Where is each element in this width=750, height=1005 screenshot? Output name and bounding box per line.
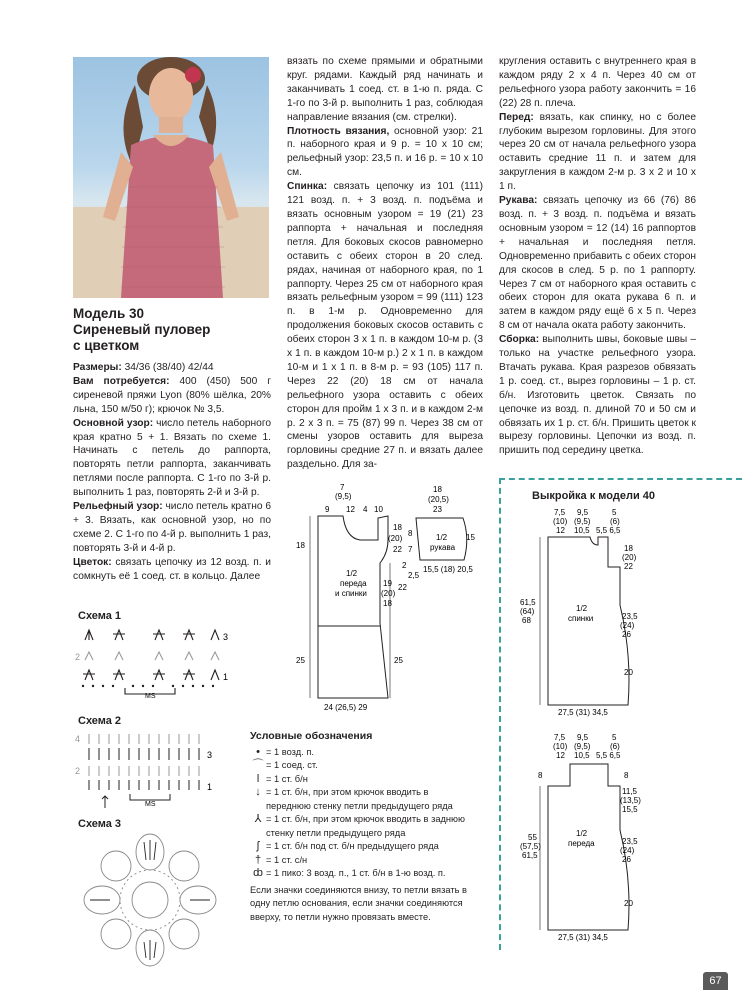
scheme1-row-2: 2 [75,652,81,662]
scheme2-row-3: 3 [207,750,213,760]
model-photo [73,57,269,298]
scheme1-row-1: 1 [223,672,229,682]
p30-sl-7: 7 [408,545,413,554]
title-line-1: Модель 30 [73,306,145,321]
legend-item: ǀ = 1 ст. б/н [250,773,472,787]
legend-item: ⌒ = 1 соед. ст. [250,759,472,773]
pattern-40-front [520,730,730,945]
scheme-3-label: Схема 3 [78,818,122,830]
paragraph: Плотность вязания, основной узор: 21 п. наборного края и 9 р. = 10 x 10 см; рельефный узор: 23,5 п. и 16 р. = 10 x 10 см. [287,125,483,179]
p30-sl-top2: (20,5) [428,495,449,504]
scheme2-row-4: 4 [75,734,81,744]
p40b-ls-3: 68 [522,616,531,625]
p30-top2: (9,5) [335,492,352,501]
p40f-right8: 8 [624,771,629,780]
slip-stitch-icon: ⌒ [252,759,264,771]
paragraph: вязать по схеме прямыми и обратными круг. рядами. Каждый ряд начинать и заканчивать 1 соед. ст. в 1-ю п. ряда. С 1-го по 3-й р. выполнить 1 раз, соблюдая направление вязания (см. стрелки). [287,56,483,123]
p30-label2: переда [340,579,367,588]
p40f-label: 1/2 [576,829,588,838]
page-number: 67 [703,972,728,990]
p30-sl-label2: рукава [430,543,456,552]
pattern-40-back [520,505,730,720]
chain-stitch-icon: • [256,745,260,758]
paragraph: Перед: вязать, как спинку, но с более глубоким вырезом горловины. Для этого через 20 см от начала рельефного узора оставить средние 11 п. и затем для закругления в каждом 2-м р. 3 x 2 и 10 x 1 п. [499,111,696,193]
left-column [73,361,271,584]
legend-item: ↓ = 1 ст. б/н, при этом крючок вводить в переднюю стенку петли предыдущего ряда [250,786,472,813]
p40f-tr-2: (6) [610,742,620,751]
p40f-tl-2: (10) [553,742,568,751]
title-line-2: Сиреневый пуловер [73,322,211,337]
p40b-rb: 20 [624,668,633,677]
p30-sl-22: 22 [398,583,407,592]
paragraph: Рукава: связать цепочку из 66 (76) 86 возд. п. + 3 возд. п. подъёма и вязать основным узором = 12 (14) 16 раппортов + начальная и последняя петля. Одновременно прибавить с обеих сторон для скосов в след. 5 р. по 1 раппорту. Через 7 см от наборного края оставить с обеих сторон для оката рукава 6 п. и затем в каждом ряду ещё 6 x 5 п. Через 8 см от начала оката работу закончить. [499,195,697,332]
p40f-label2: переда [568,839,595,848]
legend-item: † = 1 ст. с/н [250,854,472,868]
p40f-ls-3: 61,5 [522,851,538,860]
sc-under-sc-icon: ʃ [256,840,260,852]
right-column [499,55,696,458]
p40b-rm-3: 26 [622,630,631,639]
p30-top: 7 [340,483,345,492]
scheme2-ms: MS [145,801,156,808]
p40f-tm-2: (9,5) [574,742,591,751]
scheme1-ms: MS [145,693,156,700]
p30-sl-8: 8 [408,529,413,538]
p40b-rt-1: 18 [624,544,633,553]
p30-label: 1/2 [346,569,358,578]
p40f-tl-3: 12 [556,751,565,760]
legend [250,730,472,924]
p40f-rb: 20 [624,899,633,908]
p30-sl-bot: 15,5 (18) 20,5 [423,565,473,574]
picot-icon: ȸ [253,867,263,879]
scheme1-row2 [85,652,219,660]
p30-mid-19: 19 [383,579,392,588]
paragraph: Основной узор: число петель наборного края кратно 5 + 1. Вязать по схеме 1. Начинать с петель до раппорта, повторять петли раппорта, заканчивать петлями после раппорта. С 1-го по 3-й р. выполнить 1 раз, повторять 2-й и 3-й р. [73,417,271,499]
p40b-tl-1: 7,5 [554,508,566,517]
back-loop-sc-icon: ⅄ [254,813,262,825]
p40b-label2: спинки [568,614,594,623]
p30-right-18: 18 [393,523,402,532]
p30-label3: и спинки [335,589,367,598]
scheme-1-label: Схема 1 [78,610,122,622]
front-loop-sc-icon: ↓ [255,786,261,798]
p40f-rt-3: 15,5 [622,805,638,814]
p40b-rt-2: (20) [622,553,637,562]
p30-mid-18: 18 [383,599,392,608]
paragraph: Рельефный узор: число петель кратно 6 + 3. Вязать, как основной узор, но по схеме 2. С 1-го по 4-й р. выполнить 1 раз, повторять 3-й и 4-й р. [73,501,271,554]
p40b-bottom: 27,5 (31) 34,5 [558,708,608,717]
p40f-bottom: 27,5 (31) 34,5 [558,933,608,942]
p40b-ls-1: 61,5 [520,598,536,607]
p40b-rm-2: (24) [620,621,635,630]
paragraph: Спинка: связать цепочку из 101 (111) 121 возд. п. + 3 возд. п. подъёма и вязать основным узором = 19 (21) 23 раппорта + начальная и последняя петля. Для боковых скосов равномерно оставить с обеих сторон в 20 след. рядах, начиная от наборного края, по 1 раппорту. Через 25 см от наборного края вязать рельефным узором = 99 (111) 123 п. в 1-м р. Одновременно для продолжения боковых скосов оставить с обеих сторон 3 x 1 п. в каждом 10-м р. (3 x 1 п. в каждом 10-м р.) 2 x 1 п. в каждом 10-м и 1 x 1 п. в 8-м р. = 93 (105) 117 п. Через 22 (20) 18 см от начала рельефного узора оставить с обеих сторон для пройм 1 x 3 п. и в каждом 2-м р. 2 x 3 п. = 75 (87) 99 п. Через 38 см от смены узоров оставить для выреза горловины средние 27 п. и вязать далее раздельно. Для за- [287,181,483,471]
p40b-ls-2: (64) [520,607,535,616]
p30-bottom: 24 (26,5) 29 [324,703,368,712]
paragraph: Размеры: 34/36 (38/40) 42/44 [73,362,214,373]
p40b-tm-1: 9,5 [577,508,589,517]
title-line-3: с цветком [73,338,140,353]
p40f-tr-3: 5,5 6,5 [596,751,621,760]
p40f-rm-3: 26 [622,855,631,864]
p40f-ls-2: (57,5) [520,842,541,851]
p40f-tm-3: 10,5 [574,751,590,760]
legend-item: ȸ = 1 пико: 3 возд. п., 1 ст. б/н в 1-ю возд. п. [250,867,472,881]
p30-sl-top3: 23 [433,505,442,514]
p40f-tl-1: 7,5 [554,733,566,742]
paragraph: Сборка: выполнить швы, боковые швы – только на участке рельефного узора. Втачать рукава. Края разрезов обвязать 1 р. соед. ст., вырез горловины – 1 р. ст. б/н. Изготовить цветок. Связать по цепочке из возд. п. длиной 70 и 50 см и обвязать их 1 р. ст. б/н. Пришить цветок к вырезу горловины. Цепочки из возд. п. пришить под середину цветка. [499,334,696,457]
p30-sl-25: 2,5 [408,571,420,580]
model-title [73,306,210,354]
scheme1-row-3: 3 [223,632,229,642]
p40f-rm-1: 23,5 [622,837,638,846]
p40f-tm-1: 9,5 [577,733,589,742]
p40b-tr-2: (6) [610,517,620,526]
double-crochet-icon: † [254,853,262,866]
p30-top-4: 4 [363,505,368,514]
p30-top-9: 9 [325,505,330,514]
scheme1-row1 [83,670,219,680]
scheme2-row-2: 2 [75,766,81,776]
legend-note: Если значки соединяются внизу, то петли вязать в одну петлю основания, если значки соединяются вверху, то петли нужно провязать вместе. [250,884,467,922]
p40b-tm-2: (9,5) [574,517,591,526]
p40b-label: 1/2 [576,604,588,613]
p40f-rm-2: (24) [620,846,635,855]
legend-item: ⅄ = 1 ст. б/н, при этом крючок вводить в заднюю стенку петли предыдущего ряда [250,813,472,840]
p40f-left8: 8 [538,771,543,780]
p30-left-18: 18 [296,541,305,550]
p40b-tl-2: (10) [553,517,568,526]
paragraph: Цветок: связать цепочку из 12 возд. п. и сомкнуть её 1 соед. ст. в кольцо. Далее [73,556,271,582]
p40f-tr-1: 5 [612,733,617,742]
middle-column [287,55,483,472]
p30-sl-label: 1/2 [436,533,448,542]
p30-right-25: 25 [394,656,403,665]
p40b-rm-1: 23,5 [622,612,638,621]
scheme-3-flower-chart [80,830,220,970]
p40f-rt-1: 11,5 [622,787,637,796]
p40f-rt-2: (13,5) [620,796,641,805]
p30-sl-2: 2 [402,561,407,570]
legend-item: • = 1 возд. п. [250,746,472,760]
paragraph: кругления оставить с внутреннего края в каждом ряду 2 x 4 п. Через 40 см от рельефного узора работу закончить = 16 (22) 28 п. плеча. [499,56,696,109]
p30-right-22: 22 [393,545,402,554]
paragraph: Вам потребуется: 400 (450) 500 г сиреневой пряжи Lyon (80% шёлка, 20% льна, 150 м/50 г); крючок № 3,5. [73,375,271,415]
p30-sl-15: 15 [466,533,475,542]
p30-top-10: 10 [374,505,383,514]
scheme-2-chart [75,728,235,808]
p30-sl-top: 18 [433,485,442,494]
scheme2-row-1: 1 [207,782,213,792]
legend-title: Условные обозначения [250,730,373,742]
p40b-tl-3: 12 [556,526,565,535]
p40b-tm-3: 10,5 [574,526,590,535]
pattern-model-30 [288,478,488,713]
p40f-ls-1: 55 [528,833,537,842]
p30-right-20: (20) [388,534,403,543]
p40b-tr-1: 5 [612,508,617,517]
p40b-rt-3: 22 [624,562,633,571]
model-illustration [73,57,269,298]
scheme1-row3 [85,630,219,640]
p30-top-12: 12 [346,505,355,514]
p30-mid-20: (20) [381,589,396,598]
scheme-2-label: Схема 2 [78,715,122,727]
legend-item: ʃ = 1 ст. б/н под ст. б/н предыдущего ряда [250,840,472,854]
p30-left-25: 25 [296,656,305,665]
p40b-tr-3: 5,5 6,5 [596,526,621,535]
pattern-40-title: Выкройка к модели 40 [532,490,655,502]
single-crochet-icon: ǀ [256,772,260,785]
scheme-1-chart [75,622,235,700]
